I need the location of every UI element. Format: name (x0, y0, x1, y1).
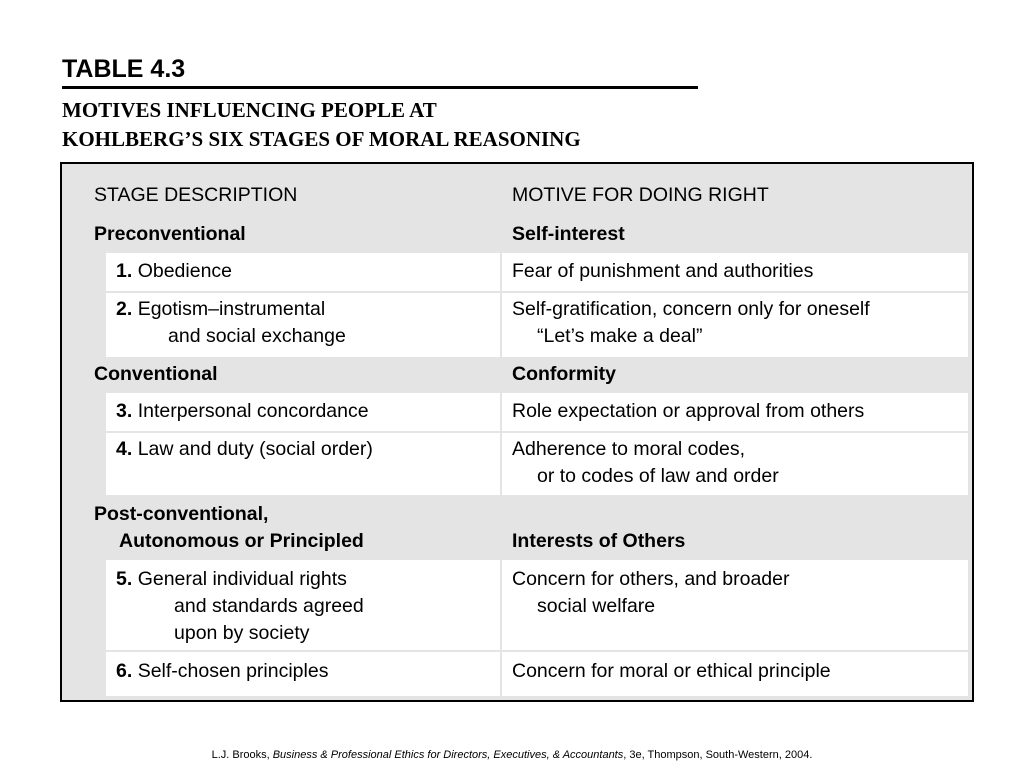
motive-interests-of-others: Interests of Others (512, 530, 686, 552)
title-rule (62, 86, 698, 89)
stage-description: Interpersonal concordance (137, 400, 369, 422)
citation-details: , 3e, Thompson, South-Western, 2004. (623, 749, 813, 761)
stage-description: Self-chosen principles (137, 660, 329, 682)
stage-5-motive-line-1: Concern for others, and broader (512, 568, 790, 590)
stage-5 (116, 566, 347, 593)
stage-5-description-line-2: and standards agreed (174, 595, 364, 617)
table-label: TABLE 4.3 (62, 55, 186, 83)
moral-reasoning-table (60, 162, 974, 702)
stage-column-header: STAGE DESCRIPTION (94, 184, 298, 206)
stage-4-motive-line-2: or to codes of law and order (537, 465, 779, 487)
stage-number: 6. (116, 660, 133, 682)
stage-4-motive-line-1: Adherence to moral codes, (512, 438, 746, 460)
level-preconventional: Preconventional (94, 223, 246, 245)
stage-6-motive: Concern for moral or ethical principle (512, 660, 831, 682)
citation (0, 748, 1024, 762)
stage-6 (116, 658, 328, 685)
stage-2-motive-line-1: Self-gratification, concern only for oneself (512, 298, 870, 320)
stage-2-description-line-2: and social exchange (168, 325, 346, 347)
stage-number: 3. (116, 400, 133, 422)
stage-description: Obedience (137, 260, 233, 282)
stage-2 (116, 296, 325, 323)
table-title-line-2: KOHLBERG’S SIX STAGES OF MORAL REASONING (62, 127, 581, 151)
stage-number: 1. (116, 260, 133, 282)
stage-4 (116, 436, 373, 463)
stage-number: 5. (116, 568, 133, 590)
level-postconventional-line-1: Post-conventional, (94, 503, 269, 525)
stage-description-line-1: General individual rights (137, 568, 347, 590)
stage-5-motive-line-2: social welfare (537, 595, 656, 617)
stage-3-motive: Role expectation or approval from others (512, 400, 865, 422)
stage-number: 2. (116, 298, 133, 320)
level-postconventional-line-2: Autonomous or Principled (119, 530, 364, 552)
stage-3 (116, 398, 369, 425)
motive-conformity: Conformity (512, 363, 616, 385)
stage-number: 4. (116, 438, 133, 460)
citation-book-title: Business & Professional Ethics for Directors, Executives, & Accountants (272, 749, 624, 761)
stage-description: Law and duty (social order) (137, 438, 373, 460)
table-title-line-1: MOTIVES INFLUENCING PEOPLE AT (62, 98, 437, 122)
stage-1 (116, 258, 232, 285)
motive-column-header: MOTIVE FOR DOING RIGHT (512, 184, 769, 206)
stage-1-motive: Fear of punishment and authorities (512, 260, 814, 282)
citation-author: L.J. Brooks, (211, 749, 270, 761)
level-conventional: Conventional (94, 363, 218, 385)
stage-description-line-1: Egotism–instrumental (137, 298, 326, 320)
motive-self-interest: Self-interest (512, 223, 625, 245)
stage-5-description-line-3: upon by society (174, 622, 310, 644)
stage-2-motive-line-2: “Let’s make a deal” (537, 325, 703, 347)
